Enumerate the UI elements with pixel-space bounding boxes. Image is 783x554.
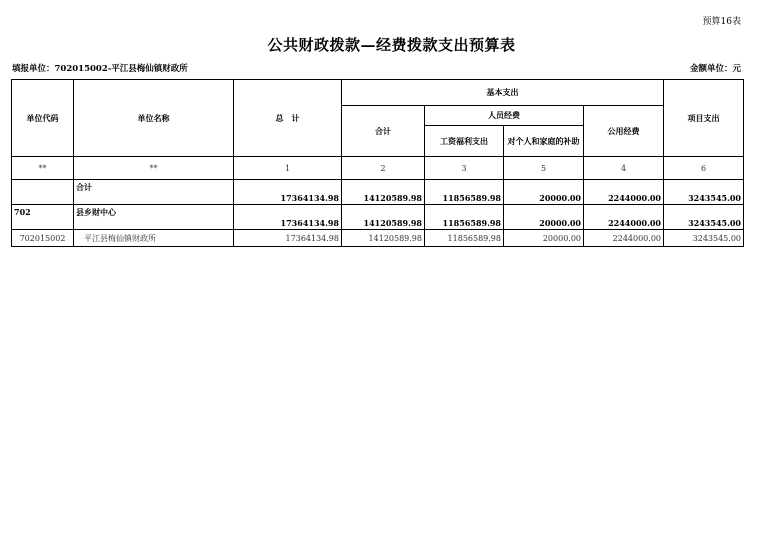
- amount-unit-label: 金额单位：元: [689, 64, 741, 74]
- index-cell: **: [74, 157, 234, 180]
- index-cell: **: [12, 157, 74, 180]
- index-cell: 4: [584, 157, 664, 180]
- filler-unit-label: 填报单位：702015002-平江县梅仙镇财政所: [12, 64, 188, 74]
- page-title: 公共财政拨款—经费拨款支出预算表: [267, 36, 516, 54]
- column-index-row: [12, 157, 744, 180]
- row-code: 702015002: [12, 230, 74, 247]
- row-project: 3243545.00: [664, 180, 744, 205]
- row-project: 3243545.00: [664, 230, 744, 247]
- row-wages: 11856589.98: [425, 230, 504, 247]
- row-public: 2244000.00: [584, 205, 664, 230]
- row-subtotal: 14120589.98: [342, 205, 425, 230]
- header-personnel-expense: 人员经费: [425, 106, 584, 126]
- header-total: 总 计: [234, 80, 342, 157]
- row-wages: 11856589.98: [425, 205, 504, 230]
- index-cell: 2: [342, 157, 425, 180]
- header-basic-expense: 基本支出: [342, 80, 664, 106]
- row-project: 3243545.00: [664, 205, 744, 230]
- index-cell: 5: [504, 157, 584, 180]
- row-total: 17364134.98: [234, 205, 342, 230]
- row-subsidy: 20000.00: [504, 230, 584, 247]
- budget-table: [11, 79, 744, 247]
- index-cell: 1: [234, 157, 342, 180]
- row-subsidy: 20000.00: [504, 180, 584, 205]
- index-cell: 3: [425, 157, 504, 180]
- row-subsidy: 20000.00: [504, 205, 584, 230]
- header-wages-welfare: 工资福利支出: [425, 126, 504, 157]
- header-unit-name: 单位名称: [74, 80, 234, 157]
- row-name: 合计: [74, 180, 234, 205]
- row-name: 平江县梅仙镇财政所: [74, 230, 234, 247]
- row-code: [12, 180, 74, 205]
- header-personal-family-subsidy: 对个人和家庭的补助: [504, 126, 584, 157]
- header-public-expense: 公用经费: [584, 106, 664, 157]
- table-number-note: 预算16表: [702, 17, 741, 27]
- header-subtotal: 合计: [342, 106, 425, 157]
- row-name: 县乡财中心: [74, 205, 234, 230]
- table-row-total: [12, 180, 744, 205]
- row-total: 17364134.98: [234, 230, 342, 247]
- row-subtotal: 14120589.98: [342, 180, 425, 205]
- header-unit-code: 单位代码: [12, 80, 74, 157]
- row-public: 2244000.00: [584, 180, 664, 205]
- row-code: 702: [12, 205, 74, 230]
- index-cell: 6: [664, 157, 744, 180]
- header-row-1: [12, 80, 744, 106]
- row-wages: 11856589.98: [425, 180, 504, 205]
- row-subtotal: 14120589.98: [342, 230, 425, 247]
- row-public: 2244000.00: [584, 230, 664, 247]
- table-row: [12, 205, 744, 230]
- header-project-expense: 项目支出: [664, 80, 744, 157]
- row-total: 17364134.98: [234, 180, 342, 205]
- table-row: [12, 230, 744, 247]
